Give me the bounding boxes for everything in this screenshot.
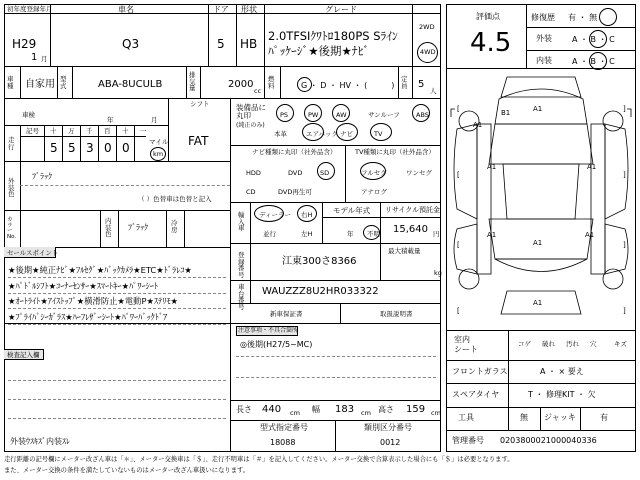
nav-option: DVD <box>288 169 303 177</box>
nav-option: DVD再生可 <box>278 188 312 196</box>
manual-label: 取扱説明書 <box>380 310 413 318</box>
sales-line-rule <box>8 277 226 278</box>
seat-label: 室内 シート <box>454 335 478 355</box>
equip-item: PS <box>280 111 289 119</box>
right-h: 右H <box>301 211 313 219</box>
width: 183 <box>335 404 355 415</box>
width-cm: cm <box>361 409 371 417</box>
capacity-unit: 人 <box>430 87 437 95</box>
capacity-label: 定員 <box>401 75 408 90</box>
doors: 5 <box>217 37 225 51</box>
jack-label: ジャッキ <box>544 413 576 422</box>
equip-item: TV <box>374 130 383 138</box>
digit-value: 0 <box>122 141 130 155</box>
unknown-circle <box>363 225 380 240</box>
reg-no: 江東300さ8366 <box>282 256 357 267</box>
svg-text:[: [ <box>457 241 460 249</box>
glass-options: A ・ × 要え <box>540 367 584 376</box>
dmg-label-5: A1 <box>587 163 597 171</box>
mile-label: マイル <box>149 138 169 146</box>
kg-unit: kg <box>434 269 442 277</box>
repair-options: 有 ・ 無 <box>568 13 598 22</box>
sales-point-line: ★ﾌﾟﾗｲﾊﾞｼｰｶﾞﾗｽ★ﾊｰﾌﾚｻﾞｰｼｰﾄ★ﾊﾟﾜｰﾊﾞｯｸﾄﾞｱ <box>8 311 168 322</box>
exterior-options: A ・ B ・ C <box>572 35 615 44</box>
dealer-circle <box>254 205 284 222</box>
recycle-label: リサイクル預託金 <box>385 206 441 214</box>
sales-points-label: セールスポイント <box>7 249 59 257</box>
class-no: 0012 <box>380 438 401 447</box>
digit-header: 十 <box>50 127 57 135</box>
unknown: 不明 <box>367 230 380 238</box>
grade-line1: 2.0TFSIｸﾜﾄﾛ180PS Sﾗｲﾝ <box>268 29 398 43</box>
car-name: Q3 <box>122 37 140 51</box>
parallel: 並行 <box>263 230 276 238</box>
exterior-circle <box>589 30 607 48</box>
svg-text:[: [ <box>457 307 460 315</box>
notes: ◎後期(H27/5~MC) <box>240 340 313 349</box>
color-note: （ ）色替車は色替と記入 <box>138 195 212 203</box>
seat-option: キズ <box>614 340 627 348</box>
interior-color: ﾌﾞﾗｯｸ <box>128 223 148 232</box>
length-label: 長さ <box>236 405 252 414</box>
dmg-label-3: A1 <box>533 105 543 113</box>
tv-option: ワンセグ <box>406 169 432 177</box>
km-label: km <box>153 150 164 158</box>
yen: 円 <box>433 230 440 238</box>
mgmt-label: 管理番号 <box>452 436 484 445</box>
recycle-value: 15,640 <box>393 224 428 235</box>
digit-divider <box>116 125 117 161</box>
digit-divider <box>44 125 45 161</box>
digit-value: 5 <box>50 141 58 155</box>
glass-label: フロントガラス <box>452 367 508 376</box>
equip-circle <box>370 123 392 141</box>
digit-divider <box>62 125 63 161</box>
displacement: 2000 <box>228 79 254 90</box>
length-cm: cm <box>290 409 300 417</box>
car-damage-diagram <box>447 69 635 325</box>
height: 159 <box>406 404 426 415</box>
equipment-label: 装備品に 丸印 (純正のみ) <box>236 103 266 129</box>
recycle-col-label: 冷房 <box>171 219 178 234</box>
inspection-label: 車検 <box>22 111 35 119</box>
fullseg-circle <box>360 162 386 180</box>
equip-circle <box>302 123 324 141</box>
digit-header-line <box>20 136 146 137</box>
spare-options: T ・ 修理KIT ・ 欠 <box>528 390 596 399</box>
nav-option: SD <box>320 169 330 177</box>
nav-label: ナビ種類に丸印（社外品含） <box>252 148 337 156</box>
dealer: ディーラー <box>259 211 291 219</box>
import-label: 輸入車 <box>238 211 245 232</box>
equip-item: AW <box>336 111 347 119</box>
fuel-circle <box>297 77 312 92</box>
interior-circle <box>589 52 607 70</box>
svg-text:]: ] <box>623 105 626 113</box>
equip-circle <box>412 104 430 122</box>
shift-label: シフト <box>190 100 210 108</box>
digit-header: 一 <box>140 127 147 135</box>
seat-option: コゲ <box>518 340 531 348</box>
first-reg-label: 初年度登録年月 <box>7 5 53 13</box>
drive-2wd: 2WD <box>419 23 435 31</box>
digit-divider <box>134 125 135 161</box>
equip-item: エアバック <box>306 130 338 138</box>
tv-label: TV種類に丸印（社外品含） <box>355 148 435 156</box>
spare-label: スペアタイヤ <box>452 390 500 399</box>
first-reg-year: H29 <box>12 37 37 51</box>
usage: 自家用 <box>25 79 55 90</box>
type-no: 18088 <box>270 438 296 447</box>
vin: WAUZZZ8U2HR033322 <box>262 286 379 297</box>
shift: FAT <box>188 134 209 148</box>
repair-label: 修復歴 <box>531 13 555 22</box>
type-label: 車種 <box>7 75 14 90</box>
dmg-label-6: A1 <box>533 239 543 247</box>
height-label: 高さ <box>378 405 394 414</box>
shape-label: 形状 <box>241 5 257 14</box>
digit-value: 5 <box>68 141 76 155</box>
vin-label: 車台番号 <box>238 283 245 311</box>
repair-circle <box>599 8 617 26</box>
type-no-label: 型式指定番号 <box>260 423 308 432</box>
fuel-options: G ・ D ・ HV ・ ( ) <box>301 81 395 90</box>
digit-header: 百 <box>104 127 111 135</box>
insp-year-unit: 年 <box>107 116 114 124</box>
digit-divider <box>80 125 81 161</box>
score: 4.5 <box>470 28 512 58</box>
equip-circle <box>304 104 322 122</box>
exterior-color-label: 外装色 <box>8 177 15 198</box>
nav-option: HDD <box>246 169 261 177</box>
sales-point-line: ★後期★純正ﾅﾋﾞ★ﾌﾙｾｸﾞ★ﾊﾞｯｸｶﾒﾗ★ETC★ﾄﾞﾗﾚｺ★ <box>8 265 192 275</box>
dmg-label-4: A1 <box>487 163 497 171</box>
digit-header: 万 <box>68 127 75 135</box>
dmg-label-7: A1 <box>487 231 497 239</box>
digit-header: 千 <box>86 127 93 135</box>
displacement-label: 排気量 <box>189 71 196 92</box>
equip-circle <box>336 123 358 141</box>
inspector-label: 検査記入欄 <box>7 351 40 359</box>
mgmt-no: 0203800021000040336 <box>500 436 597 445</box>
equip-circle <box>276 104 294 122</box>
exterior-color: ﾌﾞﾗｯｸ <box>32 172 52 181</box>
nav-option: CD <box>246 188 256 196</box>
interior-color-label: 内装色 <box>105 217 112 238</box>
color-no-label: カラーNo. <box>7 217 17 240</box>
cc-unit: cc <box>254 87 262 95</box>
digit-header: 記号 <box>26 127 39 135</box>
model-year-unit: 年 <box>347 230 354 238</box>
interior-rating-label: 内装 <box>536 56 552 65</box>
svg-text:[: [ <box>457 105 460 113</box>
width-label: 幅 <box>312 405 320 414</box>
sales-line-rule <box>8 308 226 309</box>
height-cm: cm <box>431 409 441 417</box>
grade-line2: ﾊﾟｯｹｰｼﾞ★後期★ﾅﾋﾞ <box>268 44 370 58</box>
equip-item: ナビ <box>340 130 353 138</box>
reg-no-label: 登録番号 <box>238 251 245 279</box>
model: ABA-8UCULB <box>98 79 163 90</box>
digit-value: 3 <box>86 141 94 155</box>
capacity: 5 <box>418 79 425 90</box>
length: 440 <box>262 404 282 415</box>
shape: HB <box>240 37 258 51</box>
sales-point-line: ★ｵｰﾄﾗｲﾄ★ｱｲｽﾄｯﾌﾟ★横滑防止★電動P★ｽﾃﾘﾓ★ <box>8 296 178 306</box>
first-reg-month: 1 <box>31 52 38 63</box>
insp-month-unit: 月 <box>151 116 158 124</box>
footer-line2: また、メーター交換の条件を満たしていないものはメーター改ざん車扱いになります。 <box>4 467 250 474</box>
dmg-label-1: A1 <box>473 121 483 129</box>
equip-item: 本革 <box>274 130 287 138</box>
digit-header: 十 <box>122 127 129 135</box>
tv-option: アナログ <box>361 188 387 196</box>
svg-text:]: ] <box>623 307 626 315</box>
equip-item: PW <box>308 111 319 119</box>
score-label: 評価点 <box>476 12 500 21</box>
fuel-label: 燃料 <box>268 75 275 90</box>
equip-item: サンルーフ <box>368 111 400 119</box>
sales-point-line: ★ﾊﾟﾄﾞﾙｼﾌﾄ★ｺｰﾅｰｾﾝｻｰ★ｽﾏｰﾄｷｰ★ﾊﾟﾜｰｼｰﾄ <box>8 280 159 291</box>
equip-item: ABS <box>416 111 429 119</box>
model-year-label: モデル年式 <box>333 206 371 215</box>
svg-text:[: [ <box>457 171 460 179</box>
load-label: 最大積載量 <box>388 247 421 255</box>
left-h: 左H <box>301 230 313 238</box>
class-no-label: 類別区分番号 <box>364 423 412 432</box>
month-unit: 月 <box>41 55 48 63</box>
seat-option: 破れ <box>542 340 555 348</box>
new-warranty-label: 新車保証書 <box>270 310 303 318</box>
drive-4wd: 4WD <box>420 48 436 56</box>
tools-label: 工具 <box>458 413 474 422</box>
tools: 無 <box>520 413 528 422</box>
right-h-circle <box>297 205 317 222</box>
seat-option: 穴 <box>590 340 597 348</box>
sales-line-rule <box>8 293 226 294</box>
interior-options: A ・ B ・ C <box>572 57 615 66</box>
notes-label: 注意事項・不具合箇所 <box>238 327 299 334</box>
mileage-label: 走行 <box>8 136 15 151</box>
digit-value: 0 <box>104 141 112 155</box>
seat-option: 汚れ <box>566 340 579 348</box>
svg-text:]: ] <box>623 171 626 179</box>
car-name-label: 車名 <box>118 5 134 14</box>
digit-divider <box>98 125 99 161</box>
dmg-label-9: A1 <box>533 299 543 307</box>
svg-text:]: ] <box>623 241 626 249</box>
equip-circle <box>332 104 350 122</box>
exterior-label: 外装 <box>536 34 552 43</box>
tv-option: フルセグ <box>361 169 387 177</box>
inspector-note: 外装ｳｽｷｽﾞ内装ｽﾚ <box>10 437 70 446</box>
sd-circle <box>317 162 335 180</box>
dmg-label-8: A1 <box>585 231 595 239</box>
door-label: ドア <box>213 5 229 14</box>
grade-label: グレード <box>325 5 357 14</box>
model-label: 型式 <box>60 75 67 90</box>
dmg-label-2: B1 <box>501 109 511 117</box>
jack: 有 <box>600 413 608 422</box>
footer-line1: 走行距離の記号欄にメーター改ざん車は「＊」、メーター交換車は「＄」、走行不明車は「＃」を記入してください。メーター交換で合算表示した場合にも「＄」は必要となります。 <box>4 456 514 463</box>
